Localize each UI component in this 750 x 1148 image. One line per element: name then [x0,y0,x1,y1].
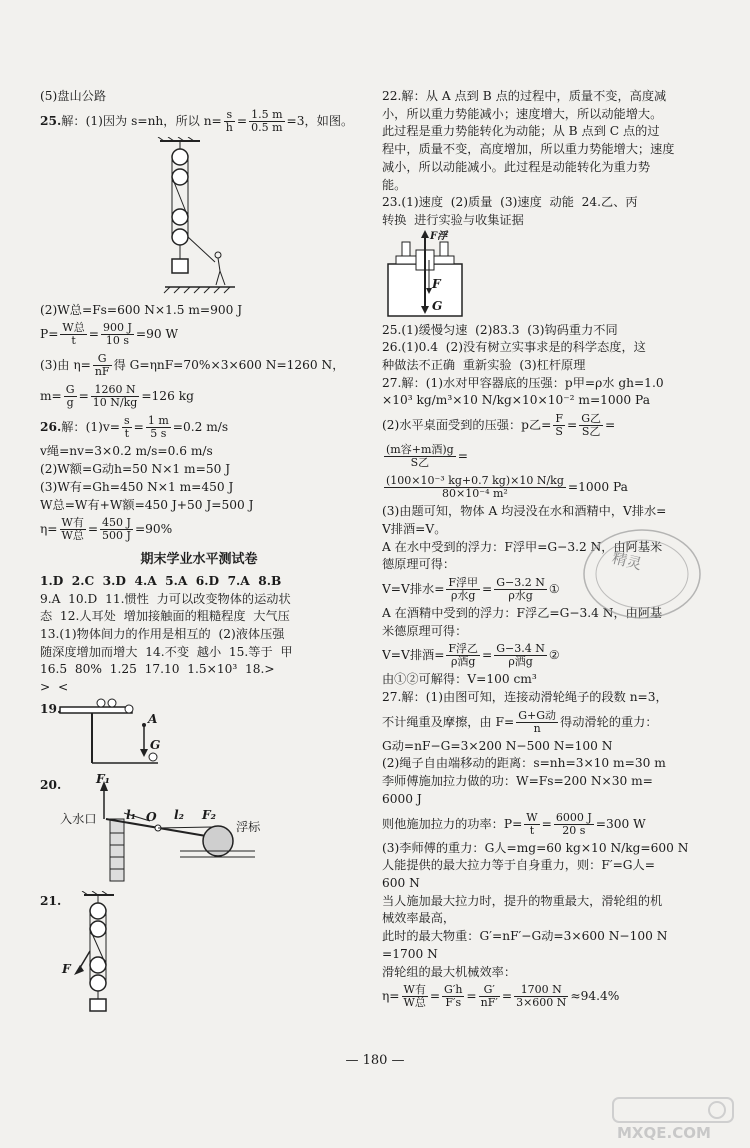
text: = [78,389,89,404]
numerator: (m容+m酒)g [386,443,454,457]
label-G: G [150,737,161,752]
answer-line: 16.5 80% 1.25 17.10 1.5×10³ 18.> [40,662,275,677]
text: = [566,418,578,433]
text: =126 kg [141,389,194,404]
denominator: 20 s [562,823,586,837]
denominator: ρ酒g [508,655,533,669]
answer-line: 减小，所以动能减小。此过程是动能转化为重力势 [382,159,651,174]
figure-20 [40,773,358,891]
denominator: S乙 [581,425,601,439]
label-O: O [146,809,157,824]
answer-line: (3)W有=Gh=450 N×1 m=450 J [40,479,234,494]
fraction [146,415,171,440]
answer-line [382,809,708,840]
text: = [541,816,552,831]
fraction [224,109,235,134]
stamp-mark [578,520,706,628]
answer-line: 27.解：(1)水对甲容器底的压强：p甲=ρ水 gh=1.0 [382,375,664,390]
answer-line [382,640,708,671]
numerator: s [123,414,130,428]
text: P= [40,327,59,342]
pulley-diagram-21 [40,891,358,1013]
text: =300 W [595,816,646,831]
answer-line [382,472,708,503]
fraction [516,710,558,735]
numerator: W有 [403,983,426,997]
answer-line [382,707,708,738]
fraction [122,415,132,440]
question-number: 26. [40,420,62,435]
answer-line: 滑轮组的最大机械效率： [382,964,517,979]
text: V=V排水= [382,581,445,596]
text: =1000 Pa [567,480,628,495]
watermark-text: MXQE.COM [617,1124,711,1142]
answer-line: 6000 J [382,791,422,806]
fraction [494,643,547,668]
text: =0.2 m/s [172,420,229,435]
numerator: 1 m [147,414,169,428]
numerator: W总 [62,321,85,335]
answer-line: 此过程是重力势能转化为动能；从 B 点到 C 点的过 [382,124,660,139]
numerator: F浮甲 [448,575,479,589]
text: = [482,581,493,596]
answer-line: (2)W额=G动h=50 N×1 m=50 J [40,462,231,477]
fraction [384,444,456,469]
label-l2: l₂ [174,807,184,822]
answer-line [40,514,358,545]
answer-line: 由①②可解得：V=100 cm³ [382,672,537,687]
numerator: G′ [479,984,500,997]
inlet-label: 入水口 [60,811,97,826]
answer-line: 程中，质量不变，高度增加，所以重力势能增大；速度 [382,142,675,157]
numerator: F [555,412,563,426]
text: =90 W [135,327,178,342]
text: = [236,113,248,128]
denominator: 500 J [102,529,131,543]
answer-line: 随深度增加而增大 14.不变 越小 15.等于 甲 [40,644,293,659]
answer-line [382,981,708,1012]
text: =3，如图。 [286,113,354,128]
fraction [384,475,566,500]
answer-line: (3)李师傅的重力：G人=mg=60 kg×10 N/kg=600 N [382,840,689,855]
answer-line [40,350,358,381]
text: η= [382,989,400,1004]
denominator: t [71,334,76,348]
numerator: G−3.2 N [496,575,545,589]
answer-line: 27.解：(1)由图可知，连接动滑轮绳子的段数 n=3， [382,690,668,705]
denominator: t [124,427,129,441]
fraction [446,643,480,668]
fraction [64,384,77,409]
question-number: 19. [40,701,62,716]
fraction [579,413,603,438]
answer-line: (5)盘山公路 [40,89,107,103]
answer-line: A 在酒精中受到的浮力：F浮乙=G−3.4 N，由阿基 [382,605,663,620]
watermark [605,1096,745,1144]
answer-line: 态 12.人耳处 增加接触面的粗糙程度 大气压 [40,609,290,624]
label-A: A [148,711,158,726]
denominator: 3×600 N [516,996,567,1010]
numerator: 6000 J [555,810,592,824]
fraction [554,812,594,837]
denominator: W总 [61,529,84,543]
answer-line: > < [40,680,69,695]
text: 不计绳重及摩擦，由 F= [382,714,515,729]
float-label: 浮标 [236,819,261,834]
answer-line [40,381,358,412]
answer-line: 德原理可得： [382,557,456,572]
label-F1: F₁ [96,771,110,786]
figure-19 [40,697,358,773]
numerator: 1260 N [91,384,140,397]
fraction [479,984,500,1009]
numerator: 900 J [102,321,132,335]
denominator: ρ酒g [450,655,476,669]
answer-line: 22.解：从 A 点到 B 点的过程中，质量不变，高度减 [382,89,667,103]
section-title: 期末学业水平测试卷 [140,552,258,568]
text: = [429,989,441,1004]
answer-line [40,319,358,350]
denominator: F′s [445,996,462,1010]
denominator: S乙 [410,456,430,470]
denominator: W总 [403,996,426,1010]
text: = [466,989,477,1004]
label-F: F [62,961,71,976]
stand-diagram [40,697,358,773]
fraction [91,384,140,409]
label-F-buoyancy: F浮 [430,230,448,242]
answer-line: 械效率最高， [382,911,456,926]
answer-line: V排酒=V。 [382,521,447,536]
answer-line: 米德原理可得： [382,623,468,638]
text: = [501,989,513,1004]
denominator: 10 s [105,334,129,348]
text: 则他施加拉力的功率：P= [382,816,523,831]
answer-line: 小，所以重力势能减小；速度增大，所以动能增大。 [382,106,663,121]
answer-line: ×10³ kg/m³×10 N/kg×10×10⁻² m=1000 Pa [382,393,650,408]
answer-line: (2)W总=Fs=600 N×1.5 m=900 J [40,302,243,317]
text: ≈94.4% [570,989,620,1004]
answer-26-line-1 [40,412,358,443]
denominator: nF [94,365,110,379]
text: (3)由 η= [40,358,91,373]
numerator: G乙 [581,412,601,426]
numerator: 450 J [102,516,131,530]
denominator: 10 N/kg [92,396,138,410]
denominator: 80×10⁻⁴ m² [442,487,508,501]
answer-line: 转换 进行实验与收集证据 [382,212,524,227]
lever-float-diagram [40,773,358,891]
text: ② [548,648,560,663]
numerator: (100×10⁻³ kg+0.7 kg)×10 N/kg [386,474,564,488]
numerator: F浮乙 [448,642,479,656]
answer-line: A 在水中受到的浮力：F浮甲=G−3.2 N，由阿基米 [382,539,663,554]
answer-line: 13.(1)物体间力的作用是相互的 (2)液体压强 [40,627,285,642]
numerator: G [93,353,112,366]
text: = [87,522,99,537]
numerator: G−3.4 N [496,642,545,656]
numerator: W [526,810,538,824]
text: = [482,648,493,663]
label-F: F [432,276,441,291]
question-number: 20. [40,777,62,792]
text: = [457,449,468,464]
page-number: — 180 — [345,1053,405,1068]
answer-line: (2)绳子自由端移动的距离：s=nh=3×10 m=30 m [382,756,666,771]
answer-line [382,410,708,441]
denominator: S [555,425,563,439]
label-G: G [432,298,443,313]
figure-21 [40,891,358,1013]
answer-line: W总=W有+W额=450 J+50 J=500 J [40,497,254,512]
text: = [88,327,99,342]
answer-line: 当人施加最大拉力时，提升的物重最大，滑轮组的机 [382,893,663,908]
numerator: G+G动 [518,708,557,722]
left-column [40,88,358,1013]
label-F2: F₂ [202,807,216,822]
stamp-text: 精灵 [610,548,644,574]
fraction [553,413,565,438]
denominator: ρ水g [508,588,533,602]
answer-line: 种做法不正确 重新实验 (3)杠杆原理 [382,358,586,373]
answer-line: (3)由题可知，物体 A 均浸没在水和酒精中，V排水= [382,504,667,519]
denominator: t [529,823,535,837]
fraction [60,517,86,542]
label-l1: l₁ [126,807,136,822]
stamp-icon [578,520,706,628]
question-number: 25. [40,113,62,128]
numerator: 1.5 m [251,107,283,121]
fraction [249,109,284,134]
text: m= [40,389,62,404]
answer-line: 23.(1)速度 (2)质量 (3)速度 动能 24.乙、丙 [382,195,638,210]
numerator: G′h [444,983,463,997]
numerator: s [224,109,235,122]
answer-line: 25.(1)缓慢匀速 (2)83.3 (3)钩码重力不同 [382,322,618,337]
text: V=V排酒= [382,648,445,663]
pulley-diagram [40,137,358,302]
denominator: 5 s [150,427,167,441]
answer-line: 1.D 2.C 3.D 4.A 5.A 6.D 7.A 8.B [40,573,282,588]
text: = [133,420,144,435]
fraction [446,577,480,602]
text: η= [40,522,58,537]
answer-line: 此时的最大物重：G′=nF′−G动=3×600 N−100 N [382,929,668,944]
figure-24 [382,230,708,322]
denominator: g [66,396,74,410]
fraction [100,517,133,542]
answer-line: 26.(1)0.4 (2)没有树立实事求是的科学态度，这 [382,340,646,355]
fraction [60,322,86,347]
fraction [524,812,539,837]
text: ① [548,581,560,596]
fraction [101,322,134,347]
answer-line: 9.A 10.D 11.惯性 力可以改变物体的运动状 [40,591,291,606]
fraction [93,353,112,378]
text: 得动滑轮的重力： [560,714,658,729]
text: 解：(1)v= [61,420,120,435]
fraction [442,984,464,1009]
fraction [402,984,428,1009]
text: =90% [134,522,173,537]
denominator: h [225,120,233,134]
denominator: n [533,721,541,735]
denominator: nF′ [480,996,498,1010]
answer-25-line-1 [40,106,358,137]
answer-line: 600 N [382,875,420,890]
denominator: ρ水g [450,588,476,602]
answer-line: =1700 N [382,946,438,961]
answer-line: 能。 [382,177,407,192]
text: (2)水平桌面受到的压强：p乙= [382,418,552,433]
answer-line: 李师傅施加拉力做的功：W=Fs=200 N×30 m= [382,774,653,789]
question-number: 21. [40,893,62,908]
text: 解：(1)因为 s=nh，所以 n= [61,113,222,128]
answer-line: v绳=nv=3×0.2 m/s=0.6 m/s [40,444,213,459]
fraction [514,984,568,1009]
numerator: 1700 N [514,984,568,997]
numerator: W有 [61,516,84,530]
pulley-figure-25 [40,137,358,302]
answer-line: G动=nF−G=3×200 N−500 N=100 N [382,738,613,753]
answer-line [382,441,708,472]
fraction [494,577,547,602]
text: = [605,418,616,433]
text: 得 G=ηnF=70%×3×600 N=1260 N， [113,358,345,373]
numerator: G [65,383,75,397]
denominator: 0.5 m [251,120,283,134]
answer-line: 人能提供的最大拉力等于自身重力，则：F′=G人= [382,858,655,873]
